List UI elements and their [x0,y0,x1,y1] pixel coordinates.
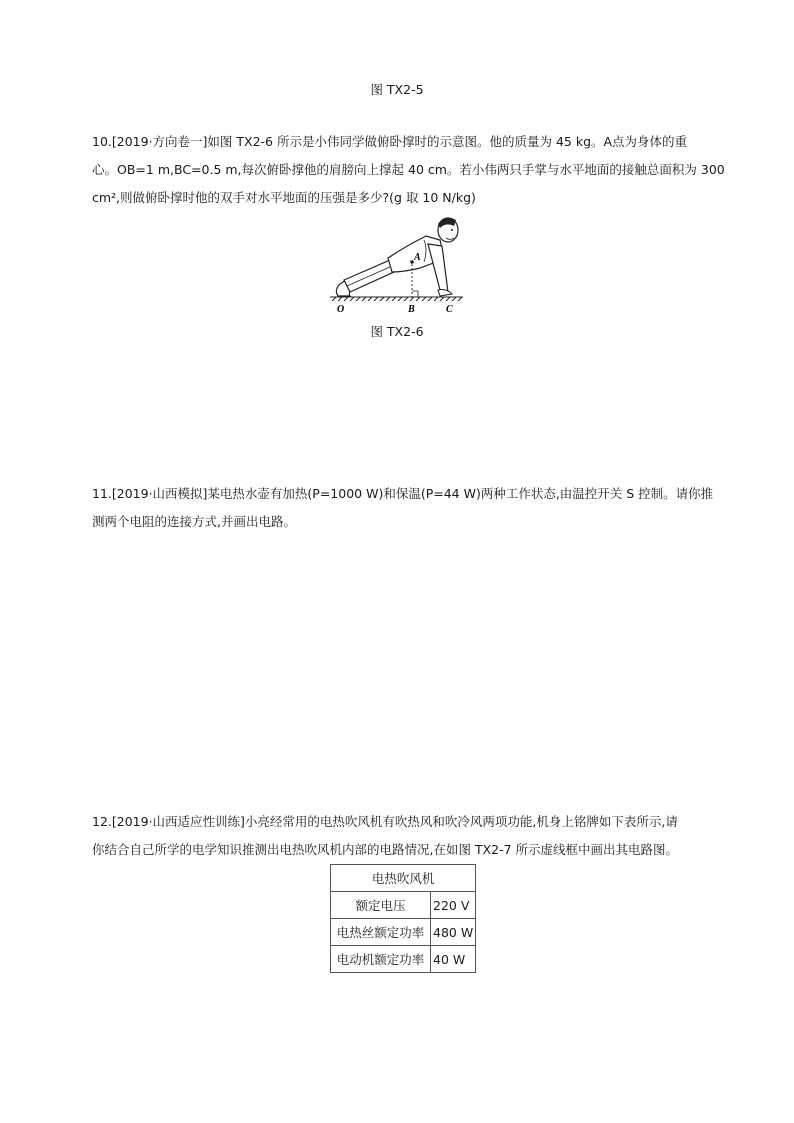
question-12-line-2: 你结合自己所学的电学知识推测出电热吹风机内部的电路情况,在如图 TX2-7 所示虚线框中画出其电路图。 [92,842,679,857]
question-11-line-1: 11.[2019·山西模拟]某电热水壶有加热(P=1000 W)和保温(P=44 W)两种工作状态,由温控开关 S 控制。请你推 [92,486,714,501]
figure-caption-tx2-6: 图 TX2-6 [370,324,424,339]
arms [428,244,448,292]
label-b: B [408,304,415,315]
question-10 [92,128,732,212]
question-11-line-2: 测两个电阻的连接方式,并画出电路。 [92,514,296,529]
question-12-line-1: 12.[2019·山西适应性训练]小亮经常用的电热吹风机有吹热风和吹冷风两项功能,机身上铭牌如下表所示,请 [92,814,678,829]
table-cell-value: 220 V [431,892,476,919]
question-10-line-2: 心。OB=1 m,BC=0.5 m,每次俯卧撑他的肩膀向上撑起 40 cm。若小伟两只手掌与水平地面的接触总面积为 300 [92,162,725,177]
table-cell-label: 额定电压 [331,892,431,919]
ground [330,297,463,301]
table-row [331,919,476,946]
nameplate-table [330,864,476,973]
table-row [331,946,476,973]
table-cell-value: 40 W [431,946,476,973]
table-cell-label: 电动机额定功率 [331,946,431,973]
question-10-line-1: 10.[2019·方向卷一]如图 TX2-6 所示是小伟同学做俯卧撑时的示意图。他的质量为 45 kg。A点为身体的重 [92,134,688,149]
table-title-row [331,865,476,892]
label-c: C [446,304,453,315]
table-title: 电热吹风机 [331,865,476,892]
figure-caption-tx2-5: 图 TX2-5 [370,82,424,97]
label-a: A [414,252,421,263]
table-cell-label: 电热丝额定功率 [331,919,431,946]
question-10-line-3: cm²,则做俯卧撑时他的双手对水平地面的压强是多少?(g 取 10 N/kg) [92,190,476,205]
question-11 [92,480,732,536]
table-cell-value: 480 W [431,919,476,946]
table-row [331,892,476,919]
label-o: O [337,304,345,315]
question-12 [92,808,732,864]
pushup-diagram [328,210,468,318]
